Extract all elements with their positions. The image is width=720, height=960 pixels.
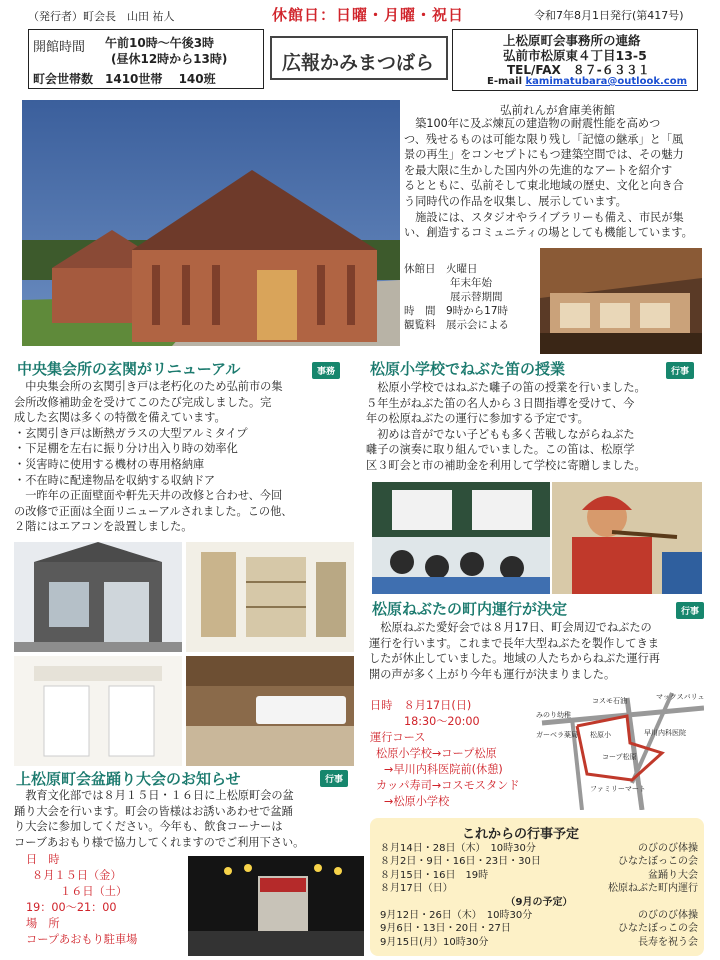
schedule-event: 盆踊り大会 bbox=[648, 869, 698, 881]
article2-line: 松原小学校ではねぶた囃子の笛の授業を行いました。 bbox=[366, 381, 646, 394]
article4-line: り大会に参加してください。今年も、飲食コーナーは bbox=[14, 820, 283, 834]
storage-photo bbox=[14, 656, 182, 766]
schedule-date: 9月15日(月）10時30分 bbox=[380, 936, 489, 948]
schedule-event: のびのび体操 bbox=[638, 910, 698, 922]
route-time: 18:30〜20:00 bbox=[404, 715, 480, 728]
household-count: 町会世帯数 1410世帯 140班 bbox=[33, 72, 216, 86]
article1-line: ・玄関引き戸は断熱ガラスの大型アルミタイプ bbox=[14, 426, 248, 440]
article2-text bbox=[366, 380, 706, 474]
office-address: 弘前市松原東４丁目13-5 bbox=[503, 48, 647, 63]
route-step: →松原小学校 bbox=[384, 795, 450, 808]
article3-text bbox=[369, 620, 709, 682]
article4-line: 踊り大会を行います。町会の皆様はお誘いあわせで盆踊 bbox=[14, 804, 293, 818]
schedule-row bbox=[380, 882, 698, 895]
article2-title: 松原小学校でねぶた笛の授業 bbox=[370, 360, 566, 378]
museum-text bbox=[404, 116, 704, 241]
map-label: コープ松原 bbox=[602, 753, 637, 761]
schedule-row bbox=[380, 855, 698, 868]
email-label: E-mail bbox=[487, 76, 526, 87]
schedule-date: ８月2日・9日・16日・23日・30日 bbox=[380, 856, 541, 868]
museum-title: 弘前れんが倉庫美術館 bbox=[500, 103, 615, 117]
article1-line: 一昨年の正面壁面や軒先天井の改修と合わせ、今回 bbox=[14, 489, 283, 503]
article4-title: 上松原町会盆踊り大会のお知らせ bbox=[16, 770, 241, 788]
schedule-row bbox=[380, 909, 698, 922]
schedule-date: 9月6日・13日・20日・27日 bbox=[380, 923, 511, 935]
schedule-date: ８月17日（日） bbox=[380, 883, 453, 895]
schedule-subtitle: （9月の予定） bbox=[505, 896, 573, 908]
map-label: 松原小 bbox=[590, 731, 611, 739]
museum-info bbox=[404, 262, 509, 332]
route-map bbox=[532, 688, 704, 810]
article1-line: 中央集会所の玄関引き戸は老朽化のため弘前市の集 bbox=[14, 380, 283, 393]
museum-line: つ、残せるものは可能な限り残し「記憶の継承」と「風 bbox=[404, 132, 684, 146]
route-step: カッパ寿司→コスモスタンド bbox=[376, 779, 520, 792]
map-label: ガーベラ薬局 bbox=[536, 731, 578, 739]
closed-value: 火曜日 bbox=[446, 263, 478, 275]
article3-line: したが休止していました。地域の人たちからねぶた運行再 bbox=[369, 652, 660, 666]
article3-line: 松原ねぶた愛好会では８月17日、町会周辺でねぶたの bbox=[369, 621, 652, 634]
map-label: みのり幼稚 bbox=[536, 711, 571, 719]
article4-text bbox=[14, 788, 362, 850]
schedule-list bbox=[380, 842, 698, 949]
museum-line: 築100年に及ぶ煉瓦の建造物の耐震性能を高めつ bbox=[404, 117, 661, 130]
article2-line: 区３町会と市の補助金を利用して学校に寄贈しました。 bbox=[366, 458, 646, 472]
schedule-event: ひなたぼっこの会 bbox=[618, 856, 698, 868]
schedule-event: ひなたぼっこの会 bbox=[618, 923, 698, 935]
newsletter-name: 広報かみまつばら bbox=[282, 52, 435, 74]
office-tel: TEL/FAX ８７-６３３１ bbox=[507, 63, 650, 77]
bon-place: コープあおもり駐車場 bbox=[26, 933, 138, 946]
map-label: 早川内科医院 bbox=[644, 729, 686, 737]
route-info bbox=[370, 698, 520, 810]
shelf-photo bbox=[186, 542, 354, 652]
article3-line: 運行を行います。これまで長年大型ねぶたを製作してきま bbox=[369, 636, 659, 650]
article4-line: コーブあおもり様で協力してくれますのでご利用下さい。 bbox=[14, 835, 305, 849]
map-label: コスモ石油 bbox=[592, 697, 627, 705]
article1-line: の改修で正面は全面リニューアルされました。この他、 bbox=[14, 504, 293, 518]
time-label: 時 間 bbox=[404, 305, 436, 317]
email-link[interactable]: kamimatubara@outlook.com bbox=[525, 76, 688, 87]
fee-value: 展示会による bbox=[446, 319, 509, 331]
article1-title: 中央集会所の玄関がリニューアル bbox=[17, 360, 241, 378]
article1-line: ・災害時に使用する機材の専用格納庫 bbox=[14, 457, 205, 471]
museum-interior-photo bbox=[540, 248, 702, 354]
issue-number: 令和7年8月1日発行(第417号) bbox=[534, 9, 684, 22]
bon-info bbox=[26, 852, 137, 948]
office-title: 上松原町会事務所の連絡 bbox=[503, 33, 641, 48]
bon-time: 19：00〜21：00 bbox=[26, 901, 117, 914]
article1-line: ２階にはエアコンを設置しました。 bbox=[14, 520, 193, 534]
hours-value: 午前10時〜午後3時 bbox=[105, 36, 215, 50]
map-label: ファミリーマート bbox=[590, 785, 646, 793]
schedule-row bbox=[380, 842, 698, 855]
museum-line: う同時代の作品を収集し、展示しています。 bbox=[404, 194, 627, 208]
article3-title: 松原ねぶたの町内運行が決定 bbox=[372, 600, 568, 618]
schedule-row bbox=[380, 922, 698, 935]
schedule-date: 9月12日・26日（木） 10時30分 bbox=[380, 910, 533, 922]
route-step: 松原小学校→コープ松原 bbox=[376, 747, 497, 760]
bon-odori-photo bbox=[188, 856, 364, 956]
museum-line: い、創造するコミュニティの場としても機能しています。 bbox=[404, 226, 693, 240]
article2-line: 年の松原ねぶたの運行に参加する予定です。 bbox=[366, 412, 589, 426]
time-value: 9時から17時 bbox=[446, 305, 509, 317]
museum-line: 施設には、スタジオやライブラリーも備え、市民が集 bbox=[404, 210, 684, 224]
closed-label: 休館日 bbox=[404, 263, 436, 275]
office-box bbox=[452, 29, 698, 91]
article2-line: ５年生がねぶた笛の名人から３日間指導を受けて、今 bbox=[366, 396, 635, 410]
article1-line: ・不在時に配達物品を収納する収納ドア bbox=[14, 473, 216, 487]
closed-value: 展示替期間 bbox=[450, 291, 503, 303]
map-label: マックスバリュ bbox=[656, 693, 705, 701]
fee-label: 観覧料 bbox=[404, 319, 436, 331]
museum-line: るとともに、弘前そして東北地域の歴史、文化と向き合 bbox=[404, 179, 684, 193]
article2-line: 囃子の演奏に取り組んでいました。この笛は、松原学 bbox=[366, 443, 635, 457]
article4-line: 教育文化部では８月１５日・１６日に上松原町会の盆 bbox=[14, 789, 294, 802]
hours-box bbox=[28, 29, 264, 89]
closed-value: 年末年始 bbox=[450, 277, 492, 289]
article3-line: 開の声が多く上がり今年も運行が決まりました。 bbox=[369, 667, 616, 681]
entrance-photo bbox=[14, 542, 182, 652]
museum-line: を最大限に生かした国内外の先進的なアートを紹介す bbox=[404, 163, 673, 177]
schedule-row bbox=[380, 936, 698, 949]
schedule-event: 長寿を祝う会 bbox=[638, 936, 698, 948]
publisher: （発行者）町会長 山田 祐人 bbox=[28, 10, 175, 23]
museum-line: 景の再生」をコンセプトにもつ建築空間では、その魅力 bbox=[404, 148, 684, 162]
bon-date2: １６日（土） bbox=[60, 885, 128, 898]
masthead bbox=[270, 36, 448, 80]
museum-photo bbox=[22, 100, 400, 346]
schedule-box bbox=[370, 818, 704, 956]
article1-badge: 事務 bbox=[312, 362, 340, 379]
article1-line: 会所改修補助金を受けてこのたび完成しました。完 bbox=[14, 395, 272, 409]
schedule-event: 松原ねぶた町内運行 bbox=[608, 883, 698, 895]
article3-badge: 行事 bbox=[676, 602, 704, 619]
hours-label: 開館時間 bbox=[33, 40, 86, 55]
schedule-title: これからの行事予定 bbox=[462, 827, 580, 842]
article2-line: 初めは音がでない子どもも多く苦戦しながらねぶた bbox=[366, 427, 635, 441]
bon-place-label: 場 所 bbox=[26, 917, 60, 930]
article1-line: ・下足棚を左右に振り分け出入り時の効率化 bbox=[14, 442, 238, 456]
bon-date1: ８月１５日（金） bbox=[32, 869, 122, 882]
article1-line: 成した玄関は多くの特徴を備えています。 bbox=[14, 411, 226, 425]
route-course-label: 運行コース bbox=[370, 731, 426, 744]
article1-text bbox=[14, 379, 354, 535]
flute-teacher-photo bbox=[552, 482, 702, 594]
article4-badge: 行事 bbox=[320, 770, 348, 787]
route-step: →早川内科医院前(休憩) bbox=[384, 763, 503, 776]
schedule-event: のびのび体操 bbox=[638, 843, 698, 854]
closed-days: 休館日：日曜・月曜・祝日 bbox=[272, 6, 465, 24]
schedule-row bbox=[380, 869, 698, 882]
article2-badge: 行事 bbox=[666, 362, 694, 379]
office-email bbox=[487, 76, 687, 87]
classroom-photo bbox=[372, 482, 550, 594]
schedule-date: ８月14日・28日（木） 10時30分 bbox=[380, 843, 536, 854]
bon-date-label: 日 時 bbox=[26, 853, 60, 866]
schedule-date: ８月15日・16日 19時 bbox=[380, 869, 489, 881]
hours-break: (昼休12時から13時) bbox=[111, 52, 228, 66]
aircon-photo bbox=[186, 656, 354, 766]
route-date: 日時 ８月17日(日) bbox=[370, 699, 472, 712]
